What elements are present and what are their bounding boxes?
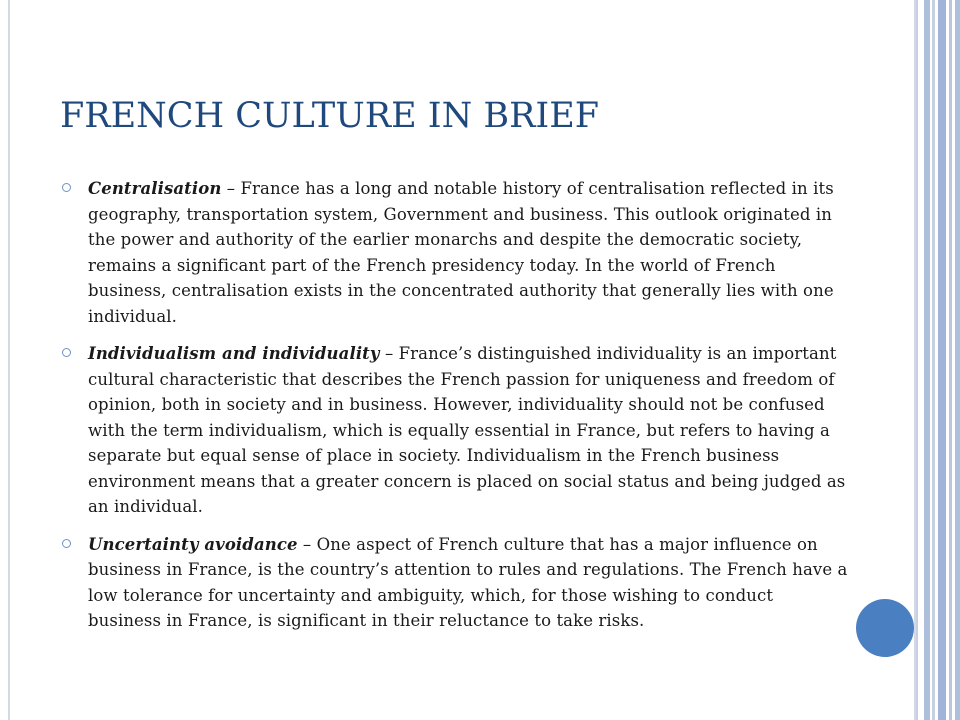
bullet-text: – One aspect of French culture that has a major influence on business in France, is the country’s attention to rules and regulations. The French have a low tolerance for uncertainty and ambiguity, which, for those wishing to conduct business in France, is significant in their reluctance to take risks. [88,534,848,630]
stripe [916,0,918,720]
stripe [938,0,946,720]
stripe [949,0,952,720]
bullet-uncertainty-avoidance [60,532,850,634]
bullet-centralisation [60,176,850,329]
stripe [955,0,960,720]
bullet-text: – France has a long and notable history of centralisation reflected in its geography, transportation system, Government and business. This outlook originated in the power and authority of the earlier monarchs and despite the democratic society, remains a significant part of the French presidency today. In the world of French business, centralisation exists in the concentrated authority that generally lies with one individual. [88,179,834,326]
bullet-circle-icon [62,539,71,548]
bullet-circle-icon [62,183,71,192]
decorative-side-stripes [916,0,960,720]
bullet-text: – France’s distinguished individuality is an important cultural characteristic that describes the French passion for uniqueness and freedom of opinion, both in society and in business. However, individuality should not be confused with the term individualism, which is equally essential in France, but refers to having a separate but equal sense of place in society. Individualism in the French business environment means that a greater concern is placed on social status and being judged as an individual. [88,344,846,516]
bullet-term: Individualism and individuality [88,344,380,363]
bullet-circle-icon [62,348,71,357]
bullet-term: Centralisation [88,179,222,198]
stripe [932,0,935,720]
stripe [924,0,930,720]
bullet-individualism [60,341,850,520]
bullet-list [60,176,850,646]
slide-title: FRENCH CULTURE IN BRIEF [60,96,600,136]
decorative-circle [856,599,914,657]
bullet-term: Uncertainty avoidance [88,534,298,554]
